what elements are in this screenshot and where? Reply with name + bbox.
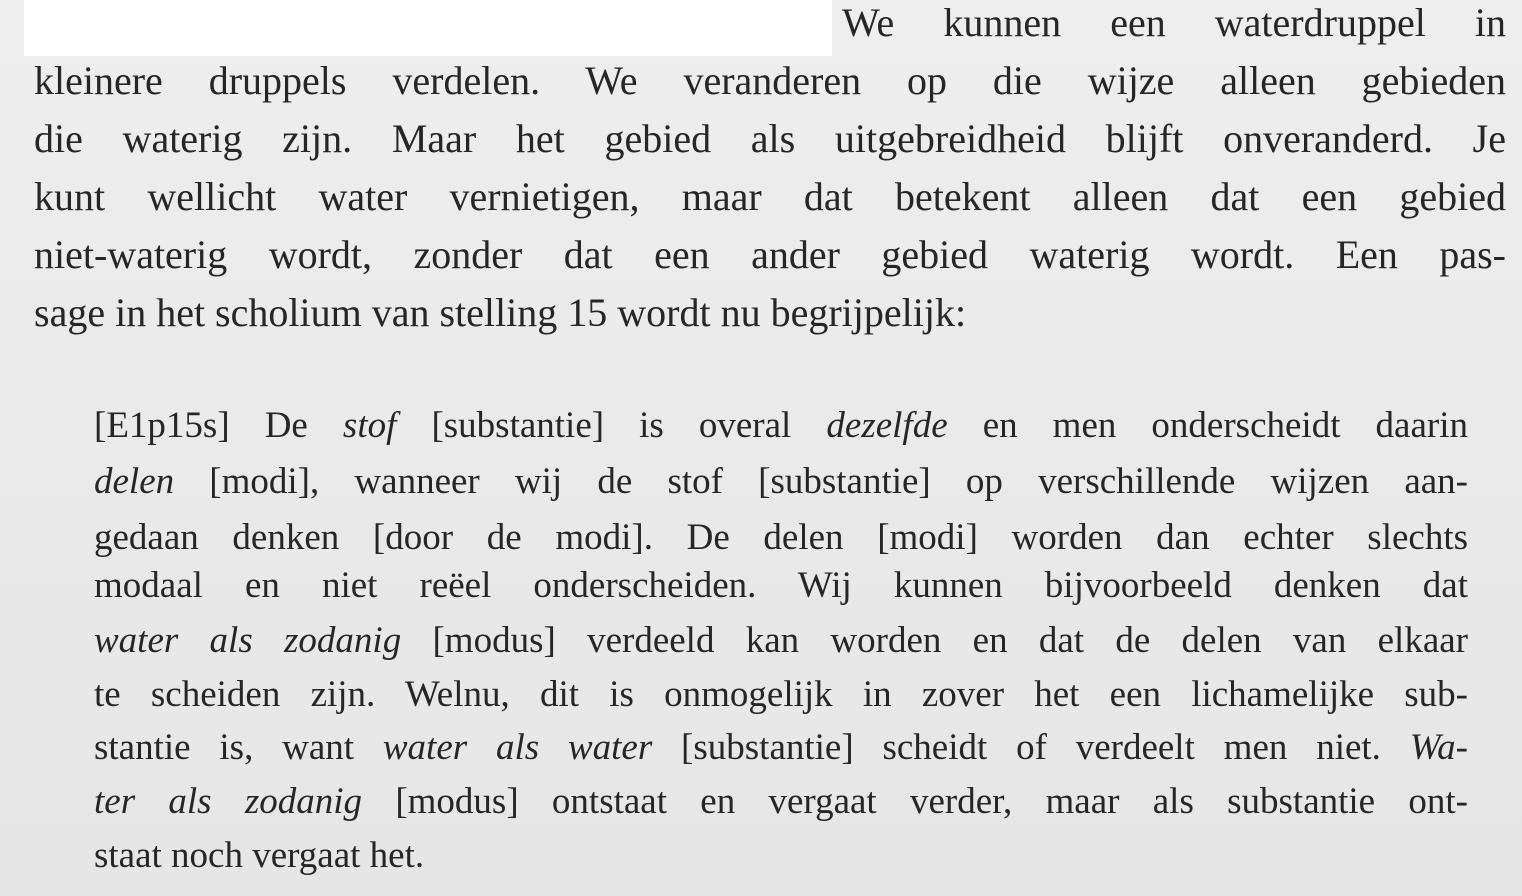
paragraph-line: die waterig zijn. Maar het gebied als uitgebreidheid blijft onveranderd. Je: [34, 116, 1506, 161]
quote-italic: ter als zodanig: [94, 781, 363, 822]
quote-line: [94, 398, 1468, 454]
paragraph-line: kunt wellicht water vernietigen, maar dat betekent alleen dat een gebied: [34, 174, 1506, 219]
quote-line: modaal en niet reëel onderscheiden. Wij kunnen bijvoorbeeld denken dat: [94, 565, 1468, 606]
quote-text: stantie is, want: [94, 727, 383, 768]
quote-text: en men onderscheidt daarin: [947, 405, 1468, 446]
redaction-block: [24, 0, 832, 56]
quote-line: [94, 454, 1468, 510]
quote-text: [substantie] is overal: [396, 405, 827, 446]
paragraph-line: sage in het scholium van stelling 15 wordt nu begrijpelijk:: [34, 290, 967, 335]
quote-italic: dezelfde: [826, 405, 948, 446]
paragraph-line: niet-waterig wordt, zonder dat een ander gebied waterig wordt. Een pas-: [34, 232, 1506, 277]
paragraph-line: We kunnen een waterdruppel in: [842, 0, 1506, 45]
quote-text: [modus] ontstaat en vergaat verder, maar als substantie ont-: [362, 781, 1468, 822]
quote-italic: stof: [342, 405, 397, 446]
quote-line: [94, 774, 1468, 830]
quote-text: [E1p15s] De: [94, 405, 343, 446]
quote-text: [modus] verdeeld kan worden en dat de delen van elkaar: [401, 620, 1469, 661]
paragraph-line: kleinere druppels verdelen. We veranderen op die wijze alleen gebieden: [34, 58, 1506, 103]
quote-italic: Wa-: [1409, 727, 1468, 768]
quote-line: te scheiden zijn. Welnu, dit is onmogelijk in zover het een lichamelijke sub-: [94, 674, 1468, 715]
quote-line: gedaan denken [door de modi]. De delen [modi] worden dan echter slechts: [94, 517, 1468, 558]
quote-line: [94, 720, 1468, 776]
quote-italic: delen: [94, 461, 175, 502]
quote-italic: water als water: [382, 727, 653, 768]
quote-text: [modi], wanneer wij de stof [substantie] op verschillende wijzen aan-: [174, 461, 1468, 502]
quote-line: staat noch vergaat het.: [94, 835, 425, 876]
quote-text: [substantie] scheidt of verdeelt men niet.: [652, 727, 1410, 768]
quote-italic: water als zodanig: [94, 620, 402, 661]
quote-line: [94, 613, 1468, 669]
